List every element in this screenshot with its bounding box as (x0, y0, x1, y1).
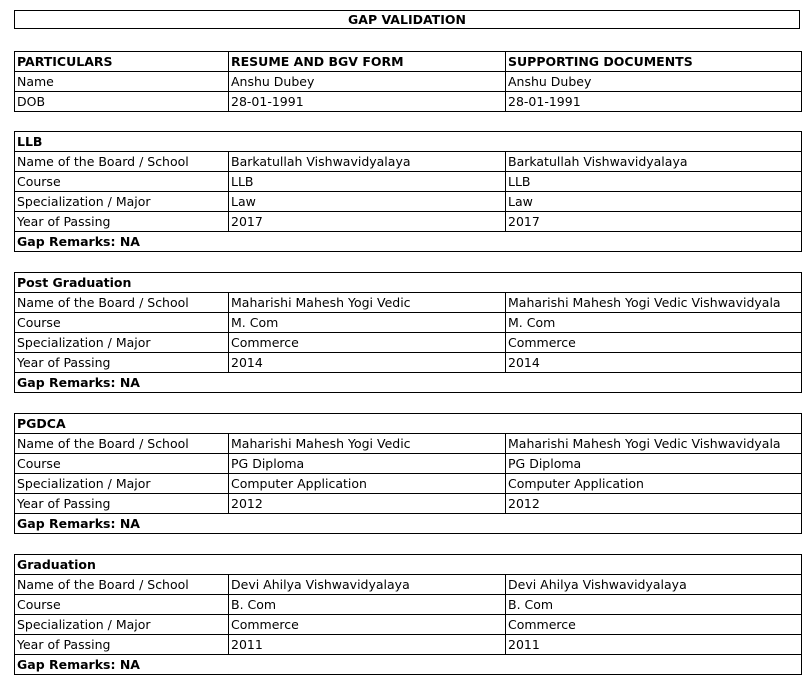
board-docs: Devi Ahilya Vishwavidyalaya (506, 575, 802, 595)
course-resume: B. Com (229, 595, 506, 615)
dob-resume: 28-01-1991 (229, 92, 506, 112)
supporting-header: SUPPORTING DOCUMENTS (506, 52, 802, 72)
gap-remarks: Gap Remarks: NA (15, 655, 802, 675)
board-docs: Maharishi Mahesh Yogi Vedic Vishwavidyala (506, 293, 802, 313)
identity-table (14, 51, 802, 112)
year-label: Year of Passing (15, 635, 229, 655)
spec-resume: Computer Application (229, 474, 506, 494)
gap-remarks: Gap Remarks: NA (15, 514, 802, 534)
spec-docs: Commerce (506, 615, 802, 635)
spec-docs: Commerce (506, 333, 802, 353)
section-title: Graduation (15, 555, 802, 575)
dob-row (15, 92, 802, 112)
year-docs: 2017 (506, 212, 802, 232)
year-resume: 2014 (229, 353, 506, 373)
spec-docs: Law (506, 192, 802, 212)
spec-resume: Law (229, 192, 506, 212)
board-docs: Maharishi Mahesh Yogi Vedic Vishwavidyala (506, 434, 802, 454)
board-resume: Maharishi Mahesh Yogi Vedic (229, 293, 506, 313)
year-label: Year of Passing (15, 353, 229, 373)
board-label: Name of the Board / School (15, 575, 229, 595)
section-title: PGDCA (15, 414, 802, 434)
name-resume: Anshu Dubey (229, 72, 506, 92)
course-resume: LLB (229, 172, 506, 192)
course-docs: LLB (506, 172, 802, 192)
year-label: Year of Passing (15, 212, 229, 232)
dob-label: DOB (15, 92, 229, 112)
course-label: Course (15, 313, 229, 333)
year-docs: 2012 (506, 494, 802, 514)
resume-header: RESUME AND BGV FORM (229, 52, 506, 72)
name-label: Name (15, 72, 229, 92)
course-docs: M. Com (506, 313, 802, 333)
spec-resume: Commerce (229, 333, 506, 353)
course-docs: PG Diploma (506, 454, 802, 474)
year-resume: 2012 (229, 494, 506, 514)
spec-resume: Commerce (229, 615, 506, 635)
section-title: LLB (15, 132, 802, 152)
spec-label: Specialization / Major (15, 615, 229, 635)
course-resume: M. Com (229, 313, 506, 333)
section-pgdca (14, 413, 802, 534)
board-docs: Barkatullah Vishwavidyalaya (506, 152, 802, 172)
year-resume: 2017 (229, 212, 506, 232)
gap-remarks: Gap Remarks: NA (15, 373, 802, 393)
sheet-title: GAP VALIDATION (14, 10, 800, 29)
year-label: Year of Passing (15, 494, 229, 514)
name-row (15, 72, 802, 92)
board-resume: Maharishi Mahesh Yogi Vedic (229, 434, 506, 454)
spec-label: Specialization / Major (15, 333, 229, 353)
course-label: Course (15, 454, 229, 474)
course-label: Course (15, 595, 229, 615)
spec-label: Specialization / Major (15, 474, 229, 494)
year-docs: 2011 (506, 635, 802, 655)
gap-remarks: Gap Remarks: NA (15, 232, 802, 252)
spec-docs: Computer Application (506, 474, 802, 494)
section-title: Post Graduation (15, 273, 802, 293)
board-resume: Devi Ahilya Vishwavidyalaya (229, 575, 506, 595)
board-resume: Barkatullah Vishwavidyalaya (229, 152, 506, 172)
course-resume: PG Diploma (229, 454, 506, 474)
name-docs: Anshu Dubey (506, 72, 802, 92)
course-docs: B. Com (506, 595, 802, 615)
section-graduation (14, 554, 802, 675)
section-llb (14, 131, 802, 252)
board-label: Name of the Board / School (15, 293, 229, 313)
particulars-header: PARTICULARS (15, 52, 229, 72)
course-label: Course (15, 172, 229, 192)
year-resume: 2011 (229, 635, 506, 655)
board-label: Name of the Board / School (15, 152, 229, 172)
section-post-graduation (14, 272, 802, 393)
dob-docs: 28-01-1991 (506, 92, 802, 112)
header-row (15, 52, 802, 72)
year-docs: 2014 (506, 353, 802, 373)
spec-label: Specialization / Major (15, 192, 229, 212)
board-label: Name of the Board / School (15, 434, 229, 454)
